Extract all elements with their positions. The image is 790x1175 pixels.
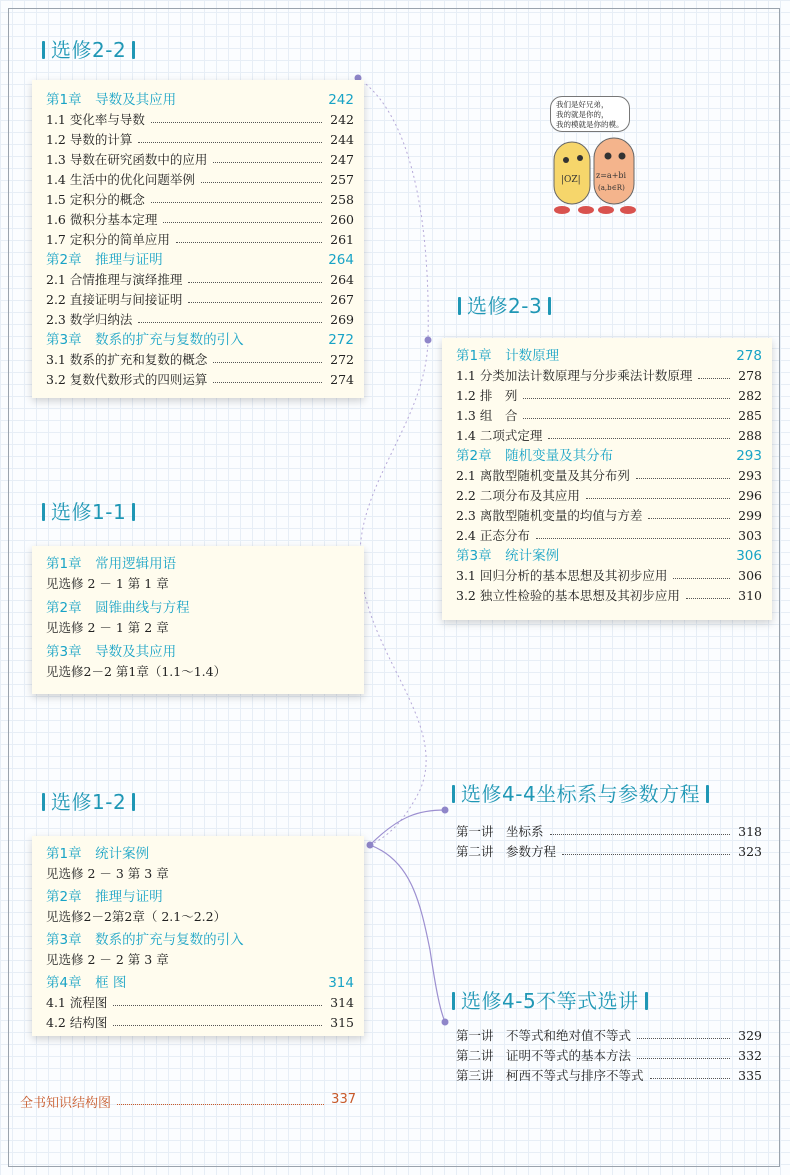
toc-row[interactable]: 4.1 流程图 314 xyxy=(46,995,354,1010)
chapter-row[interactable]: 第3章 数系的扩充与复数的引入 272 xyxy=(46,332,354,348)
toc-row[interactable]: 2.2 二项分布及其应用 296 xyxy=(456,488,762,503)
overview-row[interactable]: 全书知识结构图 337 xyxy=(20,1092,356,1111)
chapter-row[interactable]: 第2章 圆锥曲线与方程 xyxy=(46,600,190,616)
toc-row[interactable]: 1.6 微积分基本定理 260 xyxy=(46,212,354,227)
toc-row[interactable]: 1.5 定积分的概念 258 xyxy=(46,192,354,207)
reference-note: 见选修2－2 第1章（1.1～1.4） xyxy=(46,664,227,679)
toc-row[interactable]: 1.3 导数在研究函数中的应用 247 xyxy=(46,152,354,167)
section-title-2-3: 选修2-3 xyxy=(452,290,557,319)
section-title-1-2: 选修1-2 xyxy=(36,786,141,815)
toc-panel-2-2 xyxy=(32,80,364,398)
node-dot xyxy=(425,337,432,344)
toc-panel-1-2 xyxy=(32,836,364,1036)
toc-row[interactable]: 2.3 离散型随机变量的均值与方差 299 xyxy=(456,508,762,523)
reference-note: 见选修 2 － 3 第 3 章 xyxy=(46,866,169,881)
section-title-4-4: 选修4-4坐标系与参数方程 xyxy=(446,778,715,807)
chapter-row[interactable]: 第1章 计数原理 278 xyxy=(456,348,762,364)
reference-note: 见选修 2 － 1 第 1 章 xyxy=(46,576,169,591)
chapter-row[interactable]: 第1章 统计案例 xyxy=(46,846,150,862)
chapter-row[interactable]: 第2章 推理与证明 xyxy=(46,889,163,905)
mascot-illustration xyxy=(540,128,660,218)
chapter-row[interactable]: 第1章 导数及其应用 242 xyxy=(46,92,354,108)
toc-row[interactable]: 1.1 变化率与导数 242 xyxy=(46,112,354,127)
reference-note: 见选修2－2第2章（ 2.1～2.2） xyxy=(46,909,227,924)
section-title-4-5: 选修4-5不等式选讲 xyxy=(446,985,654,1014)
toc-row[interactable]: 1.1 分类加法计数原理与分步乘法计数原理 278 xyxy=(456,368,762,383)
chapter-row[interactable]: 第3章 导数及其应用 xyxy=(46,644,177,660)
node-dot xyxy=(367,842,374,849)
node-dot xyxy=(442,807,449,814)
mascot-right-label-1: z=a+bi xyxy=(596,171,627,180)
toc-row[interactable]: 2.1 离散型随机变量及其分布列 293 xyxy=(456,468,762,483)
reference-note: 见选修 2 － 2 第 3 章 xyxy=(46,952,169,967)
toc-row[interactable]: 第二讲 参数方程 323 xyxy=(456,844,762,859)
toc-row[interactable]: 第一讲 不等式和绝对值不等式 329 xyxy=(456,1028,762,1043)
section-title-1-1: 选修1-1 xyxy=(36,496,141,525)
toc-row[interactable]: 2.1 合情推理与演绎推理 264 xyxy=(46,272,354,287)
toc-row[interactable]: 1.7 定积分的简单应用 261 xyxy=(46,232,354,247)
chapter-row[interactable]: 第3章 数系的扩充与复数的引入 xyxy=(46,932,244,948)
toc-row[interactable]: 2.4 正态分布 303 xyxy=(456,528,762,543)
toc-row[interactable]: 3.1 回归分析的基本思想及其初步应用 306 xyxy=(456,568,762,583)
toc-panel-2-3 xyxy=(442,338,772,620)
toc-row[interactable]: 第一讲 坐标系 318 xyxy=(456,824,762,839)
toc-row[interactable]: 2.3 数学归纳法 269 xyxy=(46,312,354,327)
toc-row[interactable]: 1.4 生活中的优化问题举例 257 xyxy=(46,172,354,187)
reference-note: 见选修 2 － 1 第 2 章 xyxy=(46,620,169,635)
toc-panel-4-5 xyxy=(442,1022,772,1088)
toc-row[interactable]: 3.2 复数代数形式的四则运算 274 xyxy=(46,372,354,387)
toc-panel-1-1 xyxy=(32,546,364,694)
toc-row[interactable]: 3.1 数系的扩充和复数的概念 272 xyxy=(46,352,354,367)
speech-bubble: 我们是好兄弟， 我的就是你的， 我的模就是你的模。 xyxy=(550,96,630,132)
toc-row[interactable]: 1.2 排 列 282 xyxy=(456,388,762,403)
toc-panel-4-4 xyxy=(442,818,772,868)
chapter-row[interactable]: 第2章 推理与证明 264 xyxy=(46,252,354,268)
mascot-right-label-2: (a,b∈R) xyxy=(598,184,625,192)
mascot-left-label: |OZ| xyxy=(561,175,581,185)
chapter-row[interactable]: 第3章 统计案例 306 xyxy=(456,548,762,564)
toc-row[interactable]: 1.3 组 合 285 xyxy=(456,408,762,423)
toc-row[interactable]: 4.2 结构图 315 xyxy=(46,1015,354,1030)
toc-row[interactable]: 1.4 二项式定理 288 xyxy=(456,428,762,443)
toc-row[interactable]: 2.2 直接证明与间接证明 267 xyxy=(46,292,354,307)
chapter-row[interactable]: 第1章 常用逻辑用语 xyxy=(46,556,177,572)
toc-row[interactable]: 3.2 独立性检验的基本思想及其初步应用 310 xyxy=(456,588,762,603)
chapter-row[interactable]: 第4章 框 图 314 xyxy=(46,975,354,991)
chapter-row[interactable]: 第2章 随机变量及其分布 293 xyxy=(456,448,762,464)
toc-row[interactable]: 1.2 导数的计算 244 xyxy=(46,132,354,147)
section-title-2-2: 选修2-2 xyxy=(36,34,141,63)
toc-row[interactable]: 第三讲 柯西不等式与排序不等式 335 xyxy=(456,1068,762,1083)
toc-row[interactable]: 第二讲 证明不等式的基本方法 332 xyxy=(456,1048,762,1063)
